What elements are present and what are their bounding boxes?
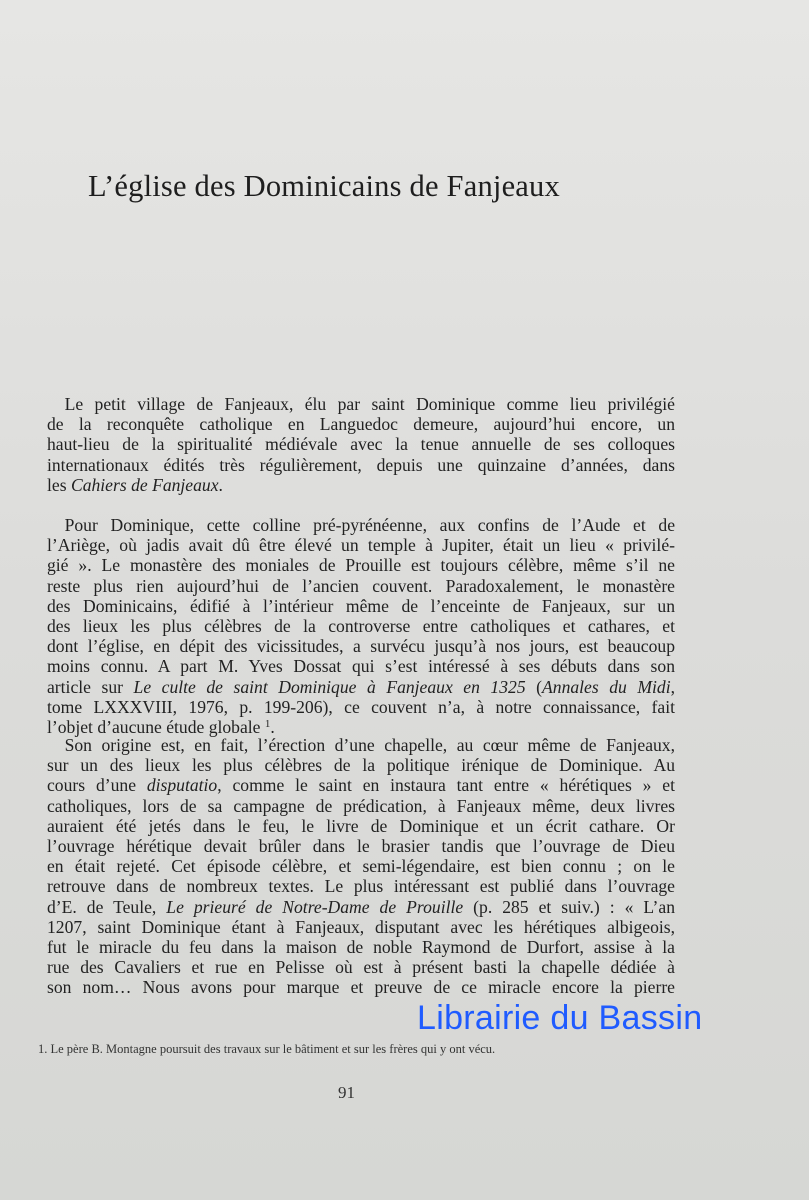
text-run: 1207, saint Dominique étant à Fanjeaux, disputant avec les hérétiques albigeois, [47,916,675,937]
text-line [47,656,675,676]
text-line [47,677,675,697]
text-run: (p. 285 et suiv.) : « L’an [463,896,675,917]
text-line [47,434,675,454]
page-number: 91 [338,1083,355,1102]
text-run: des Dominicains, édifié à l’intérieur même de l’enceinte de Fanjeaux, sur un [47,595,675,616]
text-run: cours d’une [47,775,147,796]
text-run: retrouve dans de nombreux textes. Le plus intéressant est publié dans l’ouvrage [47,876,675,897]
text-run: moins connu. A part M. Yves Dossat qui s’est intéressé à ses débuts dans son [47,656,675,677]
italic-text: disputatio [146,775,218,796]
paragraph [47,394,675,495]
text-run: tome LXXXVIII, 1976, p. 199-206), ce couvent n’a, à notre connaissance, fait [47,696,675,717]
italic-text: Le culte de saint Dominique à Fanjeaux en 1325 [133,676,526,697]
text-line [47,897,675,917]
text-run: gié ». Le monastère des moniales de Prouille est toujours célèbre, même s’il ne [47,555,675,576]
text-line [47,876,675,896]
text-run: catholiques, lors de sa campagne de prédication, à Fanjeaux même, deux livres [47,795,675,816]
text-line [47,796,675,816]
text-run: l’Ariège, où jadis avait dû être élevé un temple à Jupiter, était un lieu « privilé- [47,535,675,556]
text-run: internationaux édités très régulièrement, depuis une quinzaine d’années, dans [47,454,675,475]
text-line [47,535,675,555]
text-run: , comme le saint en instaura tant entre « hérétiques » et [217,775,675,796]
text-line [47,555,675,575]
text-line [47,735,675,755]
text-run: fut le miracle du feu dans la maison de noble Raymond de Durfort, assise à la [47,936,675,957]
text-run: article sur [47,676,134,697]
text-line [47,394,675,414]
text-line [47,455,675,475]
chapter-title: L’église des Dominicains de Fanjeaux [88,169,560,203]
text-run: Le petit village de Fanjeaux, élu par saint Dominique comme lieu privilégié [47,394,675,414]
italic-text: Cahiers de Fanjeaux [70,474,219,495]
footnote-ref: 1 [264,717,271,730]
text-run: l’objet d’aucune étude globale [47,716,265,737]
text-line [47,697,675,717]
watermark-text: Librairie du Bassin [417,999,703,1037]
text-line [47,775,675,795]
text-run: rue des Cavaliers et rue en Pelisse où est à présent basti la chapelle dédiée à [47,957,675,978]
text-line [47,576,675,596]
text-run: haut-lieu de la spiritualité médiévale avec la tenue annuelle de ses colloques [47,434,675,455]
text-run: . [218,474,223,495]
text-run: dont l’église, en dépit des vicissitudes, a survécu jusqu’à nos jours, est beaucoup [47,636,675,657]
text-run: auraient été jetés dans le feu, le livre de Dominique et un écrit cathare. Or [47,815,675,836]
text-line [47,957,675,977]
text-line [47,596,675,616]
paragraph [47,735,675,997]
text-line [47,816,675,836]
text-run: reste plus rien aujourd’hui de l’ancien couvent. Paradoxalement, le monastère [47,575,675,596]
text-run: l’ouvrage hérétique devait brûler dans le brasier tandis que l’ouvrage de Dieu [47,835,675,856]
text-run: en était rejeté. Cet épisode célèbre, et semi-légendaire, est bien connu ; on le [47,856,675,877]
text-run: Pour Dominique, cette colline pré-pyrénéenne, aux confins de l’Aude et de [47,515,675,535]
text-line [47,636,675,656]
text-line [47,856,675,876]
italic-text: Le prieuré de Notre-Dame de Prouille [166,896,464,917]
text-line [47,616,675,636]
text-run: les [47,474,71,495]
text-run: sur un des lieux les plus célèbres de la politique irénique de Dominique. Au [47,755,675,776]
text-line [47,836,675,856]
text-line [47,937,675,957]
text-line [47,755,675,775]
footnote: 1. Le père B. Montagne poursuit des travaux sur le bâtiment et sur les frères qui y ont vécu. [38,1042,496,1056]
text-line [47,414,675,434]
text-run: des lieux les plus célèbres de la controverse entre catholiques et cathares, et [47,615,675,636]
paragraph [47,515,675,737]
text-run: son nom… Nous avons pour marque et preuve de ce miracle encore la pierre [47,977,675,998]
text-run: , [670,676,676,697]
text-line [47,977,675,997]
text-run: ( [525,676,543,697]
text-line [47,475,675,495]
text-run: d’E. de Teule, [47,896,167,917]
text-line [47,515,675,535]
italic-text: Annales du Midi [542,676,671,697]
text-run: de la reconquête catholique en Languedoc demeure, aujourd’hui encore, un [47,414,675,435]
text-run: Son origine est, en fait, l’érection d’une chapelle, au cœur même de Fanjeaux, [47,735,675,755]
text-line [47,917,675,937]
text-run: . [270,716,275,737]
